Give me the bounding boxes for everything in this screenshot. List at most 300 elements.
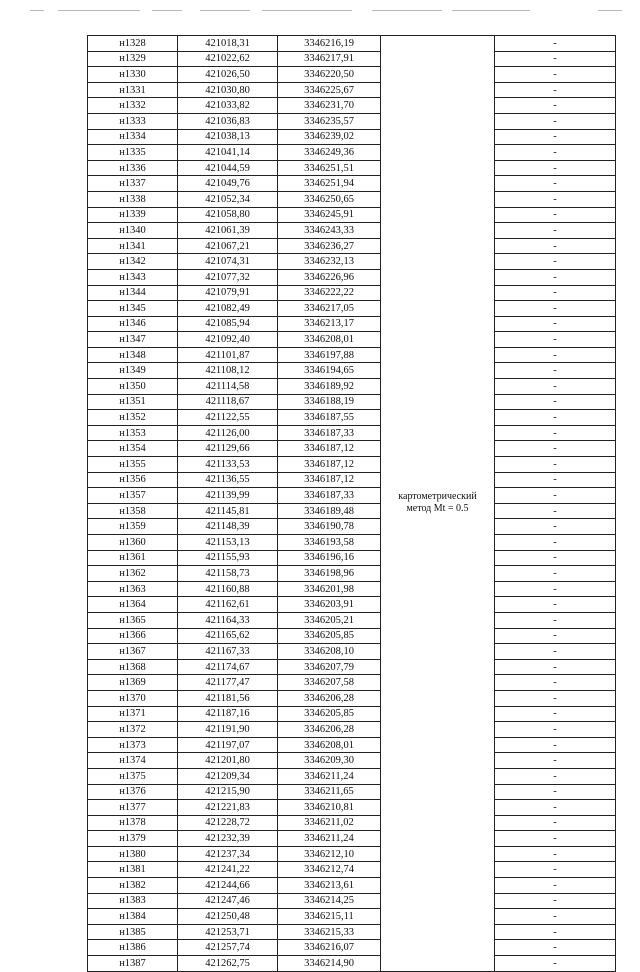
x-coordinate-cell: 421244,66 <box>178 878 278 894</box>
y-coordinate-cell: 3346194,65 <box>278 363 381 379</box>
dash-cell: - <box>495 363 616 379</box>
dash-cell: - <box>495 472 616 488</box>
y-coordinate-cell: 3346187,12 <box>278 457 381 473</box>
y-coordinate-cell: 3346235,57 <box>278 113 381 129</box>
x-coordinate-cell: 421160,88 <box>178 581 278 597</box>
table-row <box>88 690 616 706</box>
table-row <box>88 831 616 847</box>
x-coordinate-cell: 421077,32 <box>178 269 278 285</box>
y-coordinate-cell: 3346217,05 <box>278 301 381 317</box>
table-row <box>88 659 616 675</box>
table-row <box>88 191 616 207</box>
dash-cell: - <box>495 160 616 176</box>
dash-cell: - <box>495 597 616 613</box>
x-coordinate-cell: 421215,90 <box>178 784 278 800</box>
x-coordinate-cell: 421162,61 <box>178 597 278 613</box>
table-row <box>88 550 616 566</box>
y-coordinate-cell: 3346187,12 <box>278 472 381 488</box>
table-row <box>88 176 616 192</box>
table-row <box>88 379 616 395</box>
dash-cell: - <box>495 285 616 301</box>
point-name-cell: н1349 <box>88 363 178 379</box>
dash-cell: - <box>495 924 616 940</box>
x-coordinate-cell: 421129,66 <box>178 441 278 457</box>
x-coordinate-cell: 421082,49 <box>178 301 278 317</box>
table-row <box>88 675 616 691</box>
x-coordinate-cell: 421118,67 <box>178 394 278 410</box>
dash-cell: - <box>495 956 616 972</box>
point-name-cell: н1339 <box>88 207 178 223</box>
x-coordinate-cell: 421038,13 <box>178 129 278 145</box>
x-coordinate-cell: 421241,22 <box>178 862 278 878</box>
y-coordinate-cell: 3346245,91 <box>278 207 381 223</box>
table-row <box>88 815 616 831</box>
x-coordinate-cell: 421133,53 <box>178 457 278 473</box>
method-cell <box>381 36 495 972</box>
dash-cell: - <box>495 815 616 831</box>
dash-cell: - <box>495 394 616 410</box>
table-row <box>88 768 616 784</box>
point-name-cell: н1344 <box>88 285 178 301</box>
point-name-cell: н1345 <box>88 301 178 317</box>
dash-cell: - <box>495 800 616 816</box>
dash-cell: - <box>495 238 616 254</box>
dash-cell: - <box>495 425 616 441</box>
point-name-cell: н1336 <box>88 160 178 176</box>
dash-cell: - <box>495 36 616 52</box>
point-name-cell: н1380 <box>88 846 178 862</box>
dash-cell: - <box>495 207 616 223</box>
coordinates-table-body <box>88 36 616 972</box>
table-row <box>88 472 616 488</box>
table-row <box>88 394 616 410</box>
table-row <box>88 800 616 816</box>
dash-cell: - <box>495 831 616 847</box>
x-coordinate-cell: 421153,13 <box>178 535 278 551</box>
y-coordinate-cell: 3346189,92 <box>278 379 381 395</box>
coordinates-table <box>87 35 616 972</box>
x-coordinate-cell: 421114,58 <box>178 379 278 395</box>
y-coordinate-cell: 3346215,11 <box>278 909 381 925</box>
table-row <box>88 878 616 894</box>
point-name-cell: н1355 <box>88 457 178 473</box>
x-coordinate-cell: 421155,93 <box>178 550 278 566</box>
table-row <box>88 36 616 52</box>
x-coordinate-cell: 421108,12 <box>178 363 278 379</box>
y-coordinate-cell: 3346203,91 <box>278 597 381 613</box>
x-coordinate-cell: 421044,59 <box>178 160 278 176</box>
y-coordinate-cell: 3346206,28 <box>278 690 381 706</box>
table-row <box>88 457 616 473</box>
dash-cell: - <box>495 113 616 129</box>
point-name-cell: н1353 <box>88 425 178 441</box>
point-name-cell: н1366 <box>88 628 178 644</box>
table-row <box>88 706 616 722</box>
point-name-cell: н1364 <box>88 597 178 613</box>
point-name-cell: н1377 <box>88 800 178 816</box>
point-name-cell: н1371 <box>88 706 178 722</box>
point-name-cell: н1357 <box>88 488 178 504</box>
table-row <box>88 784 616 800</box>
y-coordinate-cell: 3346198,96 <box>278 566 381 582</box>
x-coordinate-cell: 421049,76 <box>178 176 278 192</box>
table-row <box>88 301 616 317</box>
point-name-cell: н1332 <box>88 98 178 114</box>
dash-cell: - <box>495 223 616 239</box>
scan-header-artifact <box>0 0 640 20</box>
y-coordinate-cell: 3346209,30 <box>278 753 381 769</box>
point-name-cell: н1358 <box>88 503 178 519</box>
x-coordinate-cell: 421232,39 <box>178 831 278 847</box>
y-coordinate-cell: 3346208,01 <box>278 737 381 753</box>
point-name-cell: н1352 <box>88 410 178 426</box>
y-coordinate-cell: 3346210,81 <box>278 800 381 816</box>
x-coordinate-cell: 421177,47 <box>178 675 278 691</box>
x-coordinate-cell: 421201,80 <box>178 753 278 769</box>
point-name-cell: н1362 <box>88 566 178 582</box>
y-coordinate-cell: 3346208,01 <box>278 332 381 348</box>
x-coordinate-cell: 421257,74 <box>178 940 278 956</box>
x-coordinate-cell: 421164,33 <box>178 612 278 628</box>
table-row <box>88 488 616 504</box>
dash-cell: - <box>495 98 616 114</box>
x-coordinate-cell: 421101,87 <box>178 347 278 363</box>
dash-cell: - <box>495 893 616 909</box>
x-coordinate-cell: 421158,73 <box>178 566 278 582</box>
point-name-cell: н1368 <box>88 659 178 675</box>
table-row <box>88 67 616 83</box>
dash-cell: - <box>495 581 616 597</box>
y-coordinate-cell: 3346187,33 <box>278 488 381 504</box>
y-coordinate-cell: 3346214,25 <box>278 893 381 909</box>
dash-cell: - <box>495 316 616 332</box>
x-coordinate-cell: 421018,31 <box>178 36 278 52</box>
dash-cell: - <box>495 145 616 161</box>
table-row <box>88 519 616 535</box>
dash-cell: - <box>495 706 616 722</box>
y-coordinate-cell: 3346211,02 <box>278 815 381 831</box>
table-row <box>88 862 616 878</box>
table-row <box>88 332 616 348</box>
point-name-cell: н1385 <box>88 924 178 940</box>
table-row <box>88 597 616 613</box>
y-coordinate-cell: 3346206,28 <box>278 722 381 738</box>
x-coordinate-cell: 421139,99 <box>178 488 278 504</box>
dash-cell: - <box>495 550 616 566</box>
y-coordinate-cell: 3346196,16 <box>278 550 381 566</box>
point-name-cell: н1382 <box>88 878 178 894</box>
y-coordinate-cell: 3346205,85 <box>278 628 381 644</box>
point-name-cell: н1334 <box>88 129 178 145</box>
dash-cell: - <box>495 503 616 519</box>
x-coordinate-cell: 421145,81 <box>178 503 278 519</box>
table-row <box>88 207 616 223</box>
x-coordinate-cell: 421126,00 <box>178 425 278 441</box>
x-coordinate-cell: 421061,39 <box>178 223 278 239</box>
dash-cell: - <box>495 519 616 535</box>
point-name-cell: н1383 <box>88 893 178 909</box>
dash-cell: - <box>495 690 616 706</box>
y-coordinate-cell: 3346216,07 <box>278 940 381 956</box>
point-name-cell: н1343 <box>88 269 178 285</box>
dash-cell: - <box>495 753 616 769</box>
point-name-cell: н1359 <box>88 519 178 535</box>
point-name-cell: н1370 <box>88 690 178 706</box>
table-row <box>88 113 616 129</box>
y-coordinate-cell: 3346208,10 <box>278 644 381 660</box>
y-coordinate-cell: 3346232,13 <box>278 254 381 270</box>
dash-cell: - <box>495 644 616 660</box>
table-row <box>88 909 616 925</box>
y-coordinate-cell: 3346213,61 <box>278 878 381 894</box>
dash-cell: - <box>495 535 616 551</box>
y-coordinate-cell: 3346188,19 <box>278 394 381 410</box>
table-row <box>88 535 616 551</box>
point-name-cell: н1381 <box>88 862 178 878</box>
table-row <box>88 285 616 301</box>
point-name-cell: н1331 <box>88 82 178 98</box>
table-row <box>88 644 616 660</box>
x-coordinate-cell: 421030,80 <box>178 82 278 98</box>
y-coordinate-cell: 3346251,94 <box>278 176 381 192</box>
x-coordinate-cell: 421209,34 <box>178 768 278 784</box>
point-name-cell: н1365 <box>88 612 178 628</box>
y-coordinate-cell: 3346193,58 <box>278 535 381 551</box>
y-coordinate-cell: 3346197,88 <box>278 347 381 363</box>
y-coordinate-cell: 3346250,65 <box>278 191 381 207</box>
dash-cell: - <box>495 722 616 738</box>
y-coordinate-cell: 3346187,33 <box>278 425 381 441</box>
y-coordinate-cell: 3346187,12 <box>278 441 381 457</box>
point-name-cell: н1374 <box>88 753 178 769</box>
point-name-cell: н1372 <box>88 722 178 738</box>
dash-cell: - <box>495 410 616 426</box>
table-row <box>88 940 616 956</box>
dash-cell: - <box>495 457 616 473</box>
x-coordinate-cell: 421085,94 <box>178 316 278 332</box>
y-coordinate-cell: 3346213,17 <box>278 316 381 332</box>
x-coordinate-cell: 421036,83 <box>178 113 278 129</box>
table-row <box>88 51 616 67</box>
point-name-cell: н1337 <box>88 176 178 192</box>
table-row <box>88 269 616 285</box>
table-row <box>88 238 616 254</box>
point-name-cell: н1379 <box>88 831 178 847</box>
table-row <box>88 410 616 426</box>
y-coordinate-cell: 3346249,36 <box>278 145 381 161</box>
point-name-cell: н1373 <box>88 737 178 753</box>
x-coordinate-cell: 421250,48 <box>178 909 278 925</box>
y-coordinate-cell: 3346201,98 <box>278 581 381 597</box>
dash-cell: - <box>495 379 616 395</box>
point-name-cell: н1363 <box>88 581 178 597</box>
table-row <box>88 82 616 98</box>
dash-cell: - <box>495 628 616 644</box>
point-name-cell: н1351 <box>88 394 178 410</box>
dash-cell: - <box>495 301 616 317</box>
y-coordinate-cell: 3346207,79 <box>278 659 381 675</box>
x-coordinate-cell: 421148,39 <box>178 519 278 535</box>
table-row <box>88 160 616 176</box>
y-coordinate-cell: 3346239,02 <box>278 129 381 145</box>
point-name-cell: н1360 <box>88 535 178 551</box>
y-coordinate-cell: 3346216,19 <box>278 36 381 52</box>
table-row <box>88 503 616 519</box>
point-name-cell: н1369 <box>88 675 178 691</box>
x-coordinate-cell: 421237,34 <box>178 846 278 862</box>
y-coordinate-cell: 3346251,51 <box>278 160 381 176</box>
table-row <box>88 441 616 457</box>
x-coordinate-cell: 421136,55 <box>178 472 278 488</box>
dash-cell: - <box>495 675 616 691</box>
x-coordinate-cell: 421228,72 <box>178 815 278 831</box>
point-name-cell: н1342 <box>88 254 178 270</box>
point-name-cell: н1350 <box>88 379 178 395</box>
table-row <box>88 753 616 769</box>
y-coordinate-cell: 3346220,50 <box>278 67 381 83</box>
point-name-cell: н1347 <box>88 332 178 348</box>
table-row <box>88 145 616 161</box>
x-coordinate-cell: 421165,62 <box>178 628 278 644</box>
table-row <box>88 893 616 909</box>
table-row <box>88 581 616 597</box>
point-name-cell: н1361 <box>88 550 178 566</box>
table-row <box>88 223 616 239</box>
point-name-cell: н1341 <box>88 238 178 254</box>
dash-cell: - <box>495 862 616 878</box>
dash-cell: - <box>495 347 616 363</box>
point-name-cell: н1354 <box>88 441 178 457</box>
y-coordinate-cell: 3346211,24 <box>278 831 381 847</box>
y-coordinate-cell: 3346187,55 <box>278 410 381 426</box>
dash-cell: - <box>495 269 616 285</box>
point-name-cell: н1378 <box>88 815 178 831</box>
y-coordinate-cell: 3346222,22 <box>278 285 381 301</box>
dash-cell: - <box>495 878 616 894</box>
point-name-cell: н1346 <box>88 316 178 332</box>
y-coordinate-cell: 3346215,33 <box>278 924 381 940</box>
x-coordinate-cell: 421247,46 <box>178 893 278 909</box>
point-name-cell: н1329 <box>88 51 178 67</box>
table-row <box>88 129 616 145</box>
y-coordinate-cell: 3346225,67 <box>278 82 381 98</box>
method-line-1: картометрический <box>398 491 477 503</box>
x-coordinate-cell: 421197,07 <box>178 737 278 753</box>
y-coordinate-cell: 3346190,78 <box>278 519 381 535</box>
y-coordinate-cell: 3346211,65 <box>278 784 381 800</box>
table-row <box>88 924 616 940</box>
x-coordinate-cell: 421122,55 <box>178 410 278 426</box>
dash-cell: - <box>495 846 616 862</box>
table-row <box>88 956 616 972</box>
x-coordinate-cell: 421058,80 <box>178 207 278 223</box>
x-coordinate-cell: 421041,14 <box>178 145 278 161</box>
point-name-cell: н1367 <box>88 644 178 660</box>
x-coordinate-cell: 421052,34 <box>178 191 278 207</box>
point-name-cell: н1340 <box>88 223 178 239</box>
dash-cell: - <box>495 441 616 457</box>
point-name-cell: н1333 <box>88 113 178 129</box>
dash-cell: - <box>495 566 616 582</box>
y-coordinate-cell: 3346205,21 <box>278 612 381 628</box>
table-row <box>88 316 616 332</box>
dash-cell: - <box>495 659 616 675</box>
x-coordinate-cell: 421092,40 <box>178 332 278 348</box>
x-coordinate-cell: 421026,50 <box>178 67 278 83</box>
dash-cell: - <box>495 737 616 753</box>
table-row <box>88 846 616 862</box>
x-coordinate-cell: 421181,56 <box>178 690 278 706</box>
y-coordinate-cell: 3346217,91 <box>278 51 381 67</box>
point-name-cell: н1386 <box>88 940 178 956</box>
dash-cell: - <box>495 67 616 83</box>
x-coordinate-cell: 421221,83 <box>178 800 278 816</box>
y-coordinate-cell: 3346226,96 <box>278 269 381 285</box>
table-row <box>88 722 616 738</box>
point-name-cell: н1338 <box>88 191 178 207</box>
point-name-cell: н1384 <box>88 909 178 925</box>
y-coordinate-cell: 3346236,27 <box>278 238 381 254</box>
y-coordinate-cell: 3346212,10 <box>278 846 381 862</box>
dash-cell: - <box>495 129 616 145</box>
x-coordinate-cell: 421253,71 <box>178 924 278 940</box>
x-coordinate-cell: 421174,67 <box>178 659 278 675</box>
y-coordinate-cell: 3346189,48 <box>278 503 381 519</box>
point-name-cell: н1330 <box>88 67 178 83</box>
dash-cell: - <box>495 909 616 925</box>
x-coordinate-cell: 421079,91 <box>178 285 278 301</box>
point-name-cell: н1376 <box>88 784 178 800</box>
table-row <box>88 363 616 379</box>
table-row <box>88 98 616 114</box>
dash-cell: - <box>495 784 616 800</box>
dash-cell: - <box>495 191 616 207</box>
x-coordinate-cell: 421191,90 <box>178 722 278 738</box>
x-coordinate-cell: 421167,33 <box>178 644 278 660</box>
dash-cell: - <box>495 612 616 628</box>
dash-cell: - <box>495 176 616 192</box>
table-row <box>88 566 616 582</box>
x-coordinate-cell: 421022,62 <box>178 51 278 67</box>
x-coordinate-cell: 421187,16 <box>178 706 278 722</box>
method-line-2: метод Mt = 0.5 <box>406 503 469 515</box>
point-name-cell: н1375 <box>88 768 178 784</box>
point-name-cell: н1356 <box>88 472 178 488</box>
y-coordinate-cell: 3346211,24 <box>278 768 381 784</box>
y-coordinate-cell: 3346212,74 <box>278 862 381 878</box>
table-row <box>88 612 616 628</box>
y-coordinate-cell: 3346205,85 <box>278 706 381 722</box>
y-coordinate-cell: 3346207,58 <box>278 675 381 691</box>
y-coordinate-cell: 3346231,70 <box>278 98 381 114</box>
table-row <box>88 628 616 644</box>
x-coordinate-cell: 421262,75 <box>178 956 278 972</box>
dash-cell: - <box>495 51 616 67</box>
table-row <box>88 425 616 441</box>
point-name-cell: н1335 <box>88 145 178 161</box>
point-name-cell: н1387 <box>88 956 178 972</box>
dash-cell: - <box>495 940 616 956</box>
table-row <box>88 737 616 753</box>
dash-cell: - <box>495 332 616 348</box>
dash-cell: - <box>495 82 616 98</box>
point-name-cell: н1348 <box>88 347 178 363</box>
x-coordinate-cell: 421033,82 <box>178 98 278 114</box>
y-coordinate-cell: 3346214,90 <box>278 956 381 972</box>
point-name-cell: н1328 <box>88 36 178 52</box>
dash-cell: - <box>495 254 616 270</box>
table-row <box>88 254 616 270</box>
